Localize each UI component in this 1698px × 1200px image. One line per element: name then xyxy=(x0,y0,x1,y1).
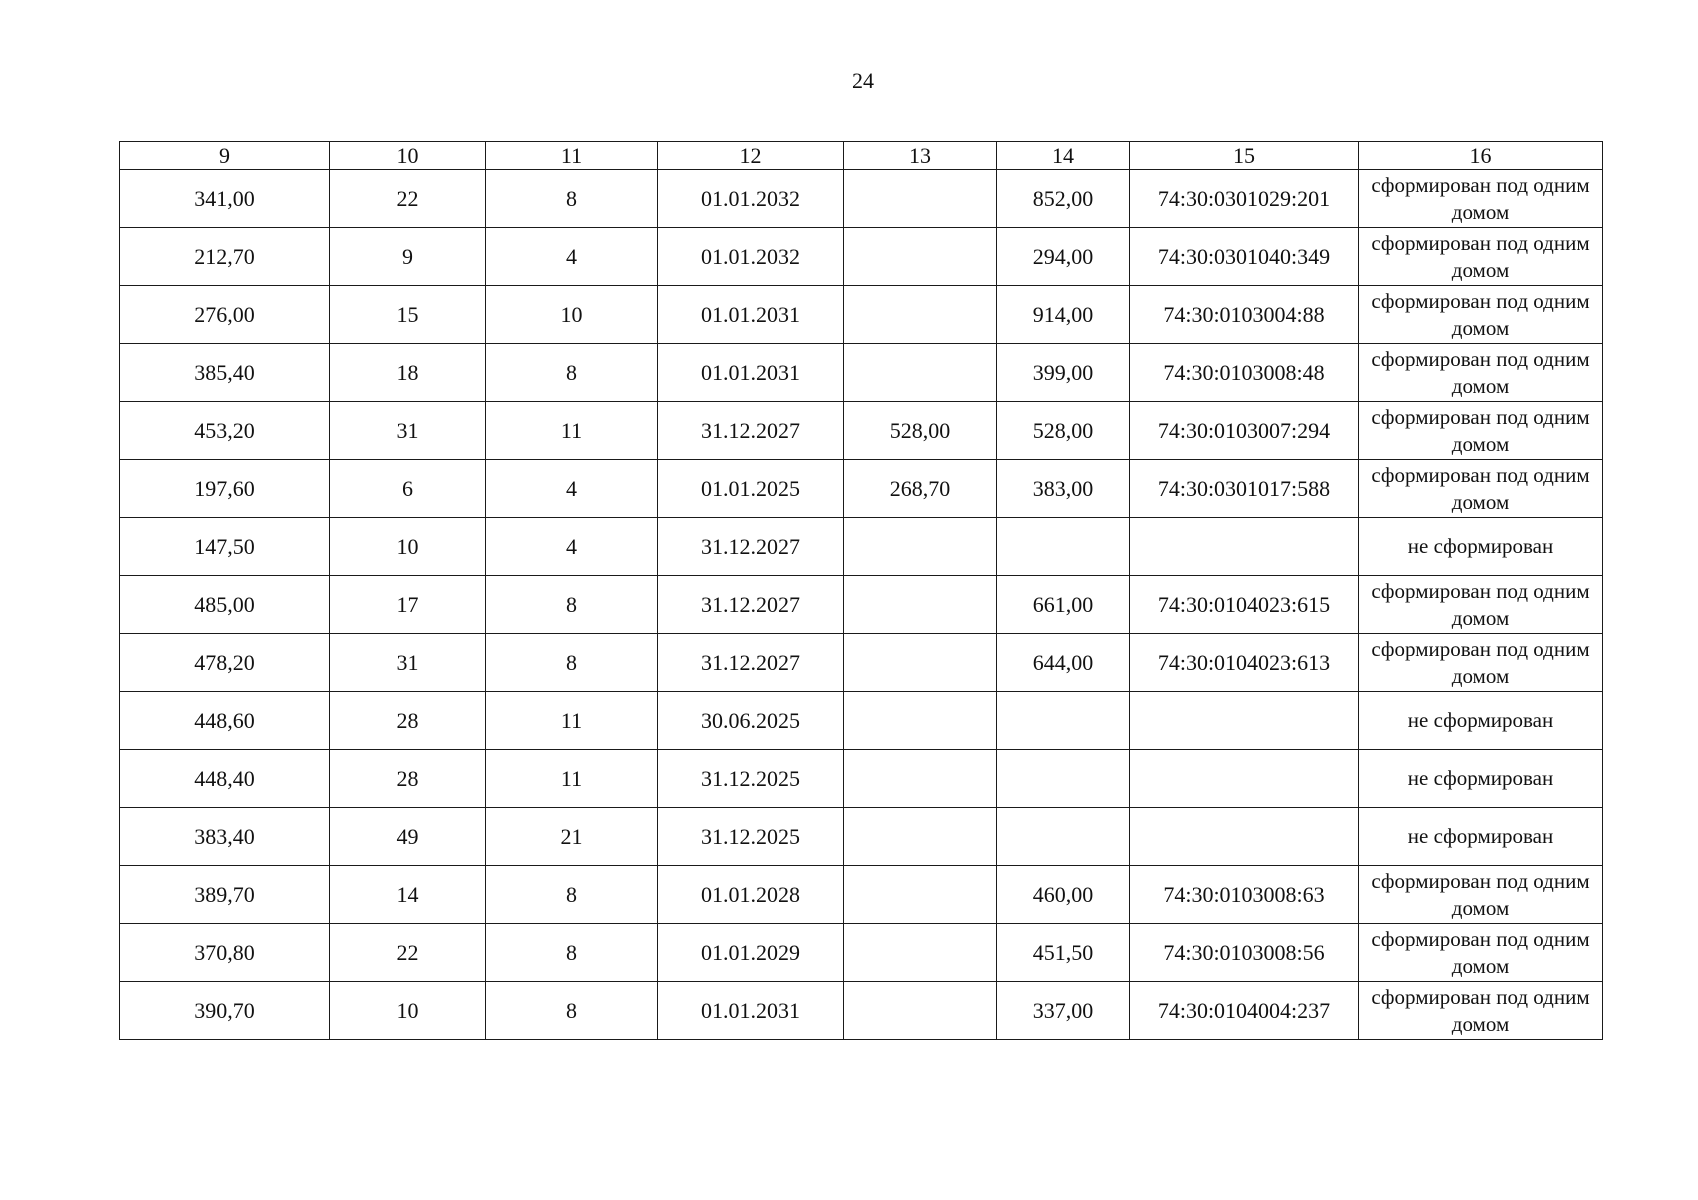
table-row xyxy=(120,518,1603,576)
table-cell-col-9: 370,80 xyxy=(120,924,330,982)
table-cell-col-11: 8 xyxy=(486,576,658,634)
table-cell-col-11: 8 xyxy=(486,866,658,924)
table-cell-col-13 xyxy=(844,924,997,982)
table-cell-col-11: 4 xyxy=(486,518,658,576)
table-cell-col-14: 399,00 xyxy=(997,344,1130,402)
table-cell-col-16-status: сформирован под одним домом xyxy=(1359,866,1603,924)
table-cell-col-15-cadastral-number: 74:30:0301017:588 xyxy=(1130,460,1359,518)
table-cell-col-10: 28 xyxy=(330,692,486,750)
table-cell-col-15-cadastral-number xyxy=(1130,692,1359,750)
table-cell-col-12-date: 01.01.2032 xyxy=(658,228,844,286)
table-cell-col-16-status: сформирован под одним домом xyxy=(1359,170,1603,228)
table-cell-col-12-date: 01.01.2028 xyxy=(658,866,844,924)
table-cell-col-15-cadastral-number: 74:30:0103008:48 xyxy=(1130,344,1359,402)
data-table xyxy=(119,141,1603,1040)
table-cell-col-12-date: 31.12.2025 xyxy=(658,750,844,808)
column-header-11: 11 xyxy=(486,142,658,170)
table-cell-col-11: 8 xyxy=(486,170,658,228)
table-cell-col-13 xyxy=(844,750,997,808)
table-cell-col-12-date: 30.06.2025 xyxy=(658,692,844,750)
table-cell-col-13 xyxy=(844,866,997,924)
table-cell-col-10: 22 xyxy=(330,170,486,228)
table-cell-col-10: 9 xyxy=(330,228,486,286)
column-header-14: 14 xyxy=(997,142,1130,170)
table-cell-col-9: 390,70 xyxy=(120,982,330,1040)
table-cell-col-16-status: не сформирован xyxy=(1359,692,1603,750)
table-cell-col-11: 21 xyxy=(486,808,658,866)
table-cell-col-10: 31 xyxy=(330,634,486,692)
table-cell-col-9: 276,00 xyxy=(120,286,330,344)
table-cell-col-14: 914,00 xyxy=(997,286,1130,344)
table-row xyxy=(120,750,1603,808)
table-cell-col-12-date: 31.12.2027 xyxy=(658,518,844,576)
table-cell-col-9: 485,00 xyxy=(120,576,330,634)
table-cell-col-15-cadastral-number: 74:30:0104023:615 xyxy=(1130,576,1359,634)
table-cell-col-12-date: 31.12.2027 xyxy=(658,402,844,460)
table-cell-col-14: 294,00 xyxy=(997,228,1130,286)
table-cell-col-16-status: не сформирован xyxy=(1359,750,1603,808)
table-cell-col-13 xyxy=(844,692,997,750)
table-cell-col-13 xyxy=(844,228,997,286)
table-cell-col-10: 31 xyxy=(330,402,486,460)
table-cell-col-10: 18 xyxy=(330,344,486,402)
table-cell-col-14: 644,00 xyxy=(997,634,1130,692)
column-header-10: 10 xyxy=(330,142,486,170)
table-cell-col-16-status: сформирован под одним домом xyxy=(1359,460,1603,518)
table-cell-col-9: 448,60 xyxy=(120,692,330,750)
column-header-9: 9 xyxy=(120,142,330,170)
table-cell-col-15-cadastral-number: 74:30:0103007:294 xyxy=(1130,402,1359,460)
table-row xyxy=(120,170,1603,228)
table-cell-col-9: 478,20 xyxy=(120,634,330,692)
table-cell-col-11: 4 xyxy=(486,460,658,518)
table-cell-col-13 xyxy=(844,634,997,692)
table-cell-col-10: 10 xyxy=(330,518,486,576)
table-row xyxy=(120,576,1603,634)
table-cell-col-12-date: 01.01.2029 xyxy=(658,924,844,982)
table-row xyxy=(120,692,1603,750)
table-row xyxy=(120,286,1603,344)
table-row xyxy=(120,460,1603,518)
table-cell-col-16-status: сформирован под одним домом xyxy=(1359,982,1603,1040)
table-cell-col-10: 49 xyxy=(330,808,486,866)
table-cell-col-13 xyxy=(844,344,997,402)
table-cell-col-12-date: 31.12.2025 xyxy=(658,808,844,866)
table-cell-col-14 xyxy=(997,808,1130,866)
column-header-16: 16 xyxy=(1359,142,1603,170)
table-cell-col-10: 22 xyxy=(330,924,486,982)
table-cell-col-9: 197,60 xyxy=(120,460,330,518)
header-row xyxy=(120,142,1603,170)
table-cell-col-9: 147,50 xyxy=(120,518,330,576)
table-cell-col-13: 528,00 xyxy=(844,402,997,460)
table-cell-col-11: 10 xyxy=(486,286,658,344)
column-header-12: 12 xyxy=(658,142,844,170)
table-cell-col-11: 11 xyxy=(486,692,658,750)
table-cell-col-14 xyxy=(997,692,1130,750)
table-cell-col-16-status: не сформирован xyxy=(1359,808,1603,866)
table-cell-col-13: 268,70 xyxy=(844,460,997,518)
table-cell-col-15-cadastral-number: 74:30:0301029:201 xyxy=(1130,170,1359,228)
table-row xyxy=(120,924,1603,982)
column-header-15: 15 xyxy=(1130,142,1359,170)
table-cell-col-14: 528,00 xyxy=(997,402,1130,460)
table-cell-col-15-cadastral-number: 74:30:0104004:237 xyxy=(1130,982,1359,1040)
table-cell-col-13 xyxy=(844,808,997,866)
table-cell-col-15-cadastral-number xyxy=(1130,750,1359,808)
table-cell-col-11: 8 xyxy=(486,344,658,402)
table-cell-col-11: 4 xyxy=(486,228,658,286)
table-cell-col-14: 337,00 xyxy=(997,982,1130,1040)
table-cell-col-9: 212,70 xyxy=(120,228,330,286)
table-cell-col-12-date: 01.01.2032 xyxy=(658,170,844,228)
table-cell-col-16-status: сформирован под одним домом xyxy=(1359,344,1603,402)
table-cell-col-15-cadastral-number: 74:30:0104023:613 xyxy=(1130,634,1359,692)
table-cell-col-13 xyxy=(844,170,997,228)
table-cell-col-15-cadastral-number xyxy=(1130,518,1359,576)
table-cell-col-15-cadastral-number: 74:30:0103008:63 xyxy=(1130,866,1359,924)
table-cell-col-13 xyxy=(844,576,997,634)
table-cell-col-9: 383,40 xyxy=(120,808,330,866)
table-cell-col-10: 28 xyxy=(330,750,486,808)
table-row xyxy=(120,228,1603,286)
table-cell-col-14: 383,00 xyxy=(997,460,1130,518)
table-cell-col-9: 448,40 xyxy=(120,750,330,808)
column-header-13: 13 xyxy=(844,142,997,170)
table-cell-col-13 xyxy=(844,286,997,344)
table-cell-col-16-status: сформирован под одним домом xyxy=(1359,924,1603,982)
table-cell-col-11: 11 xyxy=(486,402,658,460)
table-cell-col-11: 11 xyxy=(486,750,658,808)
table-cell-col-9: 453,20 xyxy=(120,402,330,460)
table-cell-col-16-status: сформирован под одним домом xyxy=(1359,576,1603,634)
table-cell-col-14 xyxy=(997,750,1130,808)
table-cell-col-10: 6 xyxy=(330,460,486,518)
table-cell-col-10: 14 xyxy=(330,866,486,924)
page-number: 24 xyxy=(852,68,874,93)
table-cell-col-12-date: 01.01.2031 xyxy=(658,982,844,1040)
table-cell-col-15-cadastral-number: 74:30:0103004:88 xyxy=(1130,286,1359,344)
table-cell-col-16-status: сформирован под одним домом xyxy=(1359,228,1603,286)
table-cell-col-14: 460,00 xyxy=(997,866,1130,924)
table-cell-col-13 xyxy=(844,518,997,576)
table-cell-col-10: 17 xyxy=(330,576,486,634)
table-cell-col-14: 661,00 xyxy=(997,576,1130,634)
table-cell-col-9: 341,00 xyxy=(120,170,330,228)
table-cell-col-10: 10 xyxy=(330,982,486,1040)
table-cell-col-11: 8 xyxy=(486,924,658,982)
table-cell-col-11: 8 xyxy=(486,982,658,1040)
table-cell-col-13 xyxy=(844,982,997,1040)
table-row xyxy=(120,808,1603,866)
table-row xyxy=(120,982,1603,1040)
table-cell-col-16-status: сформирован под одним домом xyxy=(1359,634,1603,692)
table-cell-col-15-cadastral-number xyxy=(1130,808,1359,866)
table-cell-col-16-status: сформирован под одним домом xyxy=(1359,286,1603,344)
table-cell-col-15-cadastral-number: 74:30:0301040:349 xyxy=(1130,228,1359,286)
table-cell-col-16-status: не сформирован xyxy=(1359,518,1603,576)
table-cell-col-12-date: 31.12.2027 xyxy=(658,576,844,634)
table-cell-col-11: 8 xyxy=(486,634,658,692)
table-cell-col-15-cadastral-number: 74:30:0103008:56 xyxy=(1130,924,1359,982)
table-cell-col-12-date: 01.01.2025 xyxy=(658,460,844,518)
table-cell-col-9: 389,70 xyxy=(120,866,330,924)
table-cell-col-12-date: 01.01.2031 xyxy=(658,286,844,344)
table-cell-col-14: 451,50 xyxy=(997,924,1130,982)
table-cell-col-10: 15 xyxy=(330,286,486,344)
table-cell-col-9: 385,40 xyxy=(120,344,330,402)
table-cell-col-12-date: 31.12.2027 xyxy=(658,634,844,692)
table-row xyxy=(120,344,1603,402)
table-cell-col-14: 852,00 xyxy=(997,170,1130,228)
table-row xyxy=(120,634,1603,692)
table-cell-col-14 xyxy=(997,518,1130,576)
table-row xyxy=(120,402,1603,460)
table-row xyxy=(120,866,1603,924)
table-body xyxy=(120,170,1603,1040)
table-cell-col-16-status: сформирован под одним домом xyxy=(1359,402,1603,460)
table-cell-col-12-date: 01.01.2031 xyxy=(658,344,844,402)
